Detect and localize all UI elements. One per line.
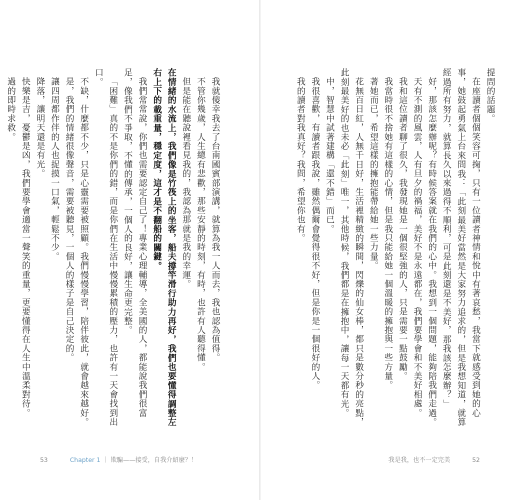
chapter-label: Chapter 1 bbox=[69, 457, 101, 464]
paragraph: 好，那該怎麼辦呢？有時候答案就在我們的心中。我想到一個問題，能夠陪我們走過。 bbox=[426, 76, 437, 427]
paragraph: 中，智慧中試著建構「還不錯」而已。 bbox=[324, 76, 335, 233]
paragraph: 我的讀者對我真好？我問，希望你也有。 bbox=[295, 76, 306, 243]
paragraph: 我們常常說，你們也需要認定自己了！專業心理輔導，全美國的人，都能說我們很富足，像我們不爭取，不懂的傳承，一個人的良好，讓生命更完整。 bbox=[122, 68, 148, 417]
paragraph: 讓四周都作伴的人也捉摸一口氣，輕鬆不少。 bbox=[49, 76, 60, 261]
right-page-footer bbox=[388, 455, 480, 464]
paragraph: 在座讀者個個笑容可掬，只有一位讀者神情和悅中有著哀愁，我當下就感受到她的心事，她鼓起勇氣上台來問我：「此刻最美好當然是大家努力追求的，但是我想知道，就算經過所有努力，就算長久以來過得不順利，可是此刻還是不美好，那我該怎麼辦？」 bbox=[441, 68, 481, 427]
right-page-body bbox=[295, 68, 497, 428]
paragraph: 我當時很不捨她有這樣的心情，但是我只能給她一個溫暖的擁抱與一些方量。 bbox=[382, 76, 393, 390]
right-page bbox=[261, 0, 520, 500]
paragraph: 天有不測的風雲，人有旦夕的禍福，美好不是永遠都在，我們要學會和不美好相處。 bbox=[412, 76, 423, 417]
paragraph: 不缺，什麼都不少，只是心靈需要被照顧。我們慢慢學習，陪伴彼此，就會越來越好。 bbox=[78, 76, 89, 427]
book-title: 我是我，也不一定完美 bbox=[388, 457, 451, 464]
left-page-body bbox=[5, 68, 222, 428]
paragraph: 我和這位讀者聊了很久，我發現她是一個很堅強的人，只是需要一點鼓勵。 bbox=[397, 76, 408, 381]
paragraph: 在情緒的水流上，我們像是竹筏上的坐客，船夫撐竿滑行助力再好，我們也要懂得調整左右上下的載重量，穩定度，這才是不翻船的關鍵。 bbox=[151, 68, 177, 427]
page-number-right: 52 bbox=[472, 457, 480, 464]
chapter-title: 欺騙——接受，自我介紹麼？！ bbox=[110, 457, 198, 464]
paragraph: 提問的話題。 bbox=[485, 68, 495, 124]
paragraph: 我很喜歡，有讀者跟我說，雖然偶爾會覺得很不好，但是你是一個很好的人。 bbox=[309, 76, 320, 390]
paragraph: 我就傻幸我去了台南國賓部演講，就算為我一人而去，我也認為值得。 bbox=[210, 76, 220, 362]
left-page-footer: 53 Chapter 1 ｜ 欺騙——接受，自我介紹麼？！ bbox=[40, 457, 198, 464]
paragraph: 是，我們的情緒很像聲音，需要被聽見，一個人的樣子是自己決定的。 bbox=[64, 76, 75, 362]
paragraph: 降落，讓明天還是有光。 bbox=[34, 76, 45, 178]
left-page bbox=[0, 0, 259, 500]
paragraph: 花無百日紅，人無千日好，生活裡精緻的瞬間，閃爍的仙女棒，都只是數分秒的亮點，此刻最美好的也未必「此刻」唯一，其他時候，我們都是在擁抱中，讓每一天都有光。 bbox=[339, 68, 364, 427]
paragraph: 不管你幾歲，人生總有悲歡，那些安靜的時刻，有時，也許有人聽得懂。 bbox=[195, 76, 206, 371]
paragraph: 「困難」真的不是你們的錯，而是你們在生活中慢慢累積的壓力，也許有一天會找到出口。 bbox=[93, 68, 118, 427]
paragraph: 過的即時求救。 bbox=[5, 76, 16, 141]
paragraph: 著她而已，希望這樣的擁抱能帶給她一些力量。 bbox=[368, 76, 379, 270]
paragraph: 快樂是吉，憂鬱是凶，我們要學會適當一聲笑的重量，更要懂得在人生中溫柔對待。 bbox=[20, 76, 31, 417]
paragraph: 但是能在聽說裡看見我的，我認為那就是我的幸運。 bbox=[180, 76, 191, 289]
page-number-left: 53 bbox=[40, 457, 48, 464]
